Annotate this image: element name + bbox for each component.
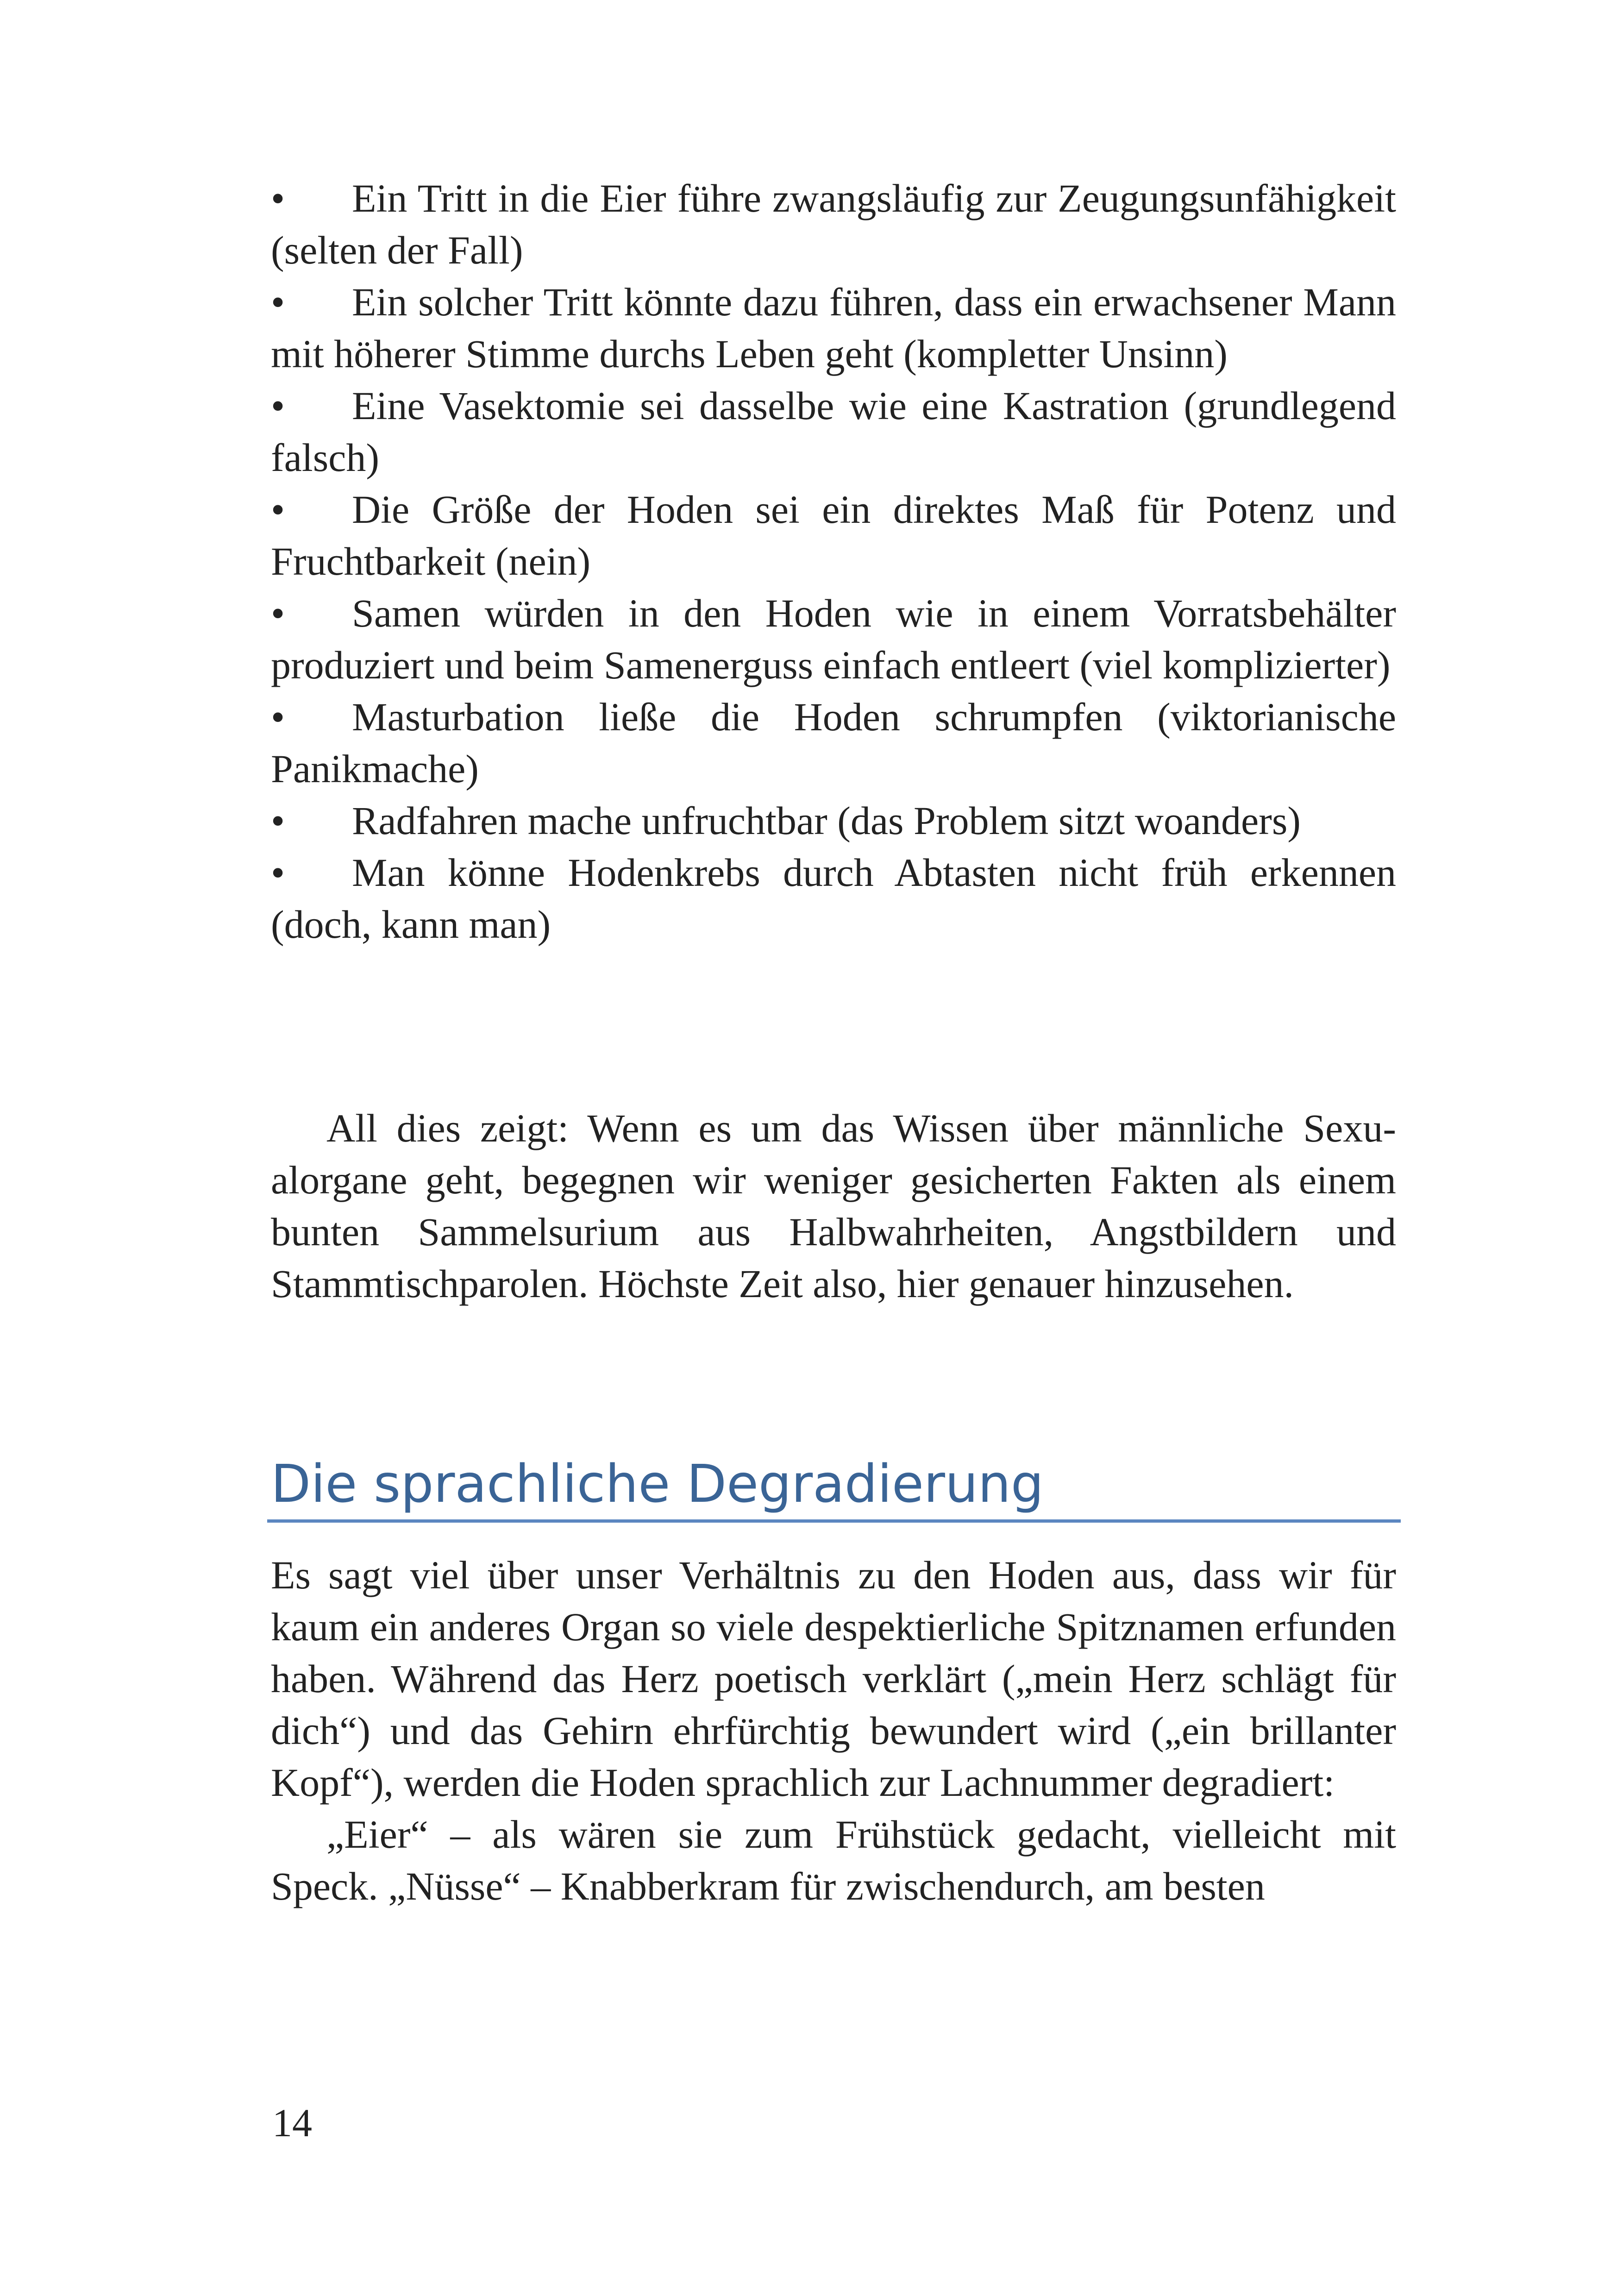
bullet-icon: • [271,487,285,532]
list-item-text: Ein Tritt in die Eier führe zwangsläufig zur Zeugungsunfähigkeit (selten der Fall) [271,176,1396,272]
bullet-icon: • [271,798,285,843]
list-item-text: Man könne Hodenkrebs durch Abtasten nicht früh erkennen (doch, kann man) [271,850,1396,947]
misconception-bullet-list [271,172,1396,950]
body-paragraph: Es sagt viel über unser Verhältnis zu den Hoden aus, dass wir für kaum ein anderes Organ so viele despektierliche Spitznamen erfunden haben. Während das Herz poetisch verklärt („mein Herz schlägt für dich“) und das Gehirn ehrfürchtig bewundert wird („ein brillanter Kopf“), werden die Hoden sprachlich zur Lachnummer degradiert: [271,1553,1396,1805]
bullet-icon: • [271,176,285,220]
bullet-icon: • [271,591,285,635]
section-body [271,1549,1396,1912]
list-item-text: Radfahren mache unfruchtbar (das Problem sitzt woanders) [352,798,1301,843]
summary-section [271,1102,1396,1310]
list-item [271,795,1396,847]
bullet-icon: • [271,850,285,895]
body-paragraph: „Eier“ – als wären sie zum Frühstück gedacht, vielleicht mit Speck. „Nüsse“ – Knabberkram für zwischendurch, am besten [271,1812,1396,1908]
list-item-text: Ein solcher Tritt könnte dazu führen, dass ein erwachsener Mann mit höherer Stimme durchs Leben geht (kompletter Unsinn) [271,280,1396,376]
bullet-icon: • [271,280,285,324]
bullet-icon: • [271,383,285,428]
list-item [271,587,1396,691]
list-item-text: Masturbation ließe die Hoden schrumpfen (viktorianische Panikmache) [271,695,1396,791]
page-number: 14 [272,2101,312,2145]
list-item-text: Die Größe der Hoden sei ein direktes Maß für Potenz und Fruchtbarkeit (nein) [271,487,1396,583]
section-heading-container [267,1452,1401,1523]
list-item [271,276,1396,380]
list-item-text: Eine Vasektomie sei dasselbe wie eine Kastration (grundlegend falsch) [271,383,1396,480]
list-item [271,847,1396,950]
list-item [271,172,1396,276]
list-item [271,380,1396,483]
section-heading: Die sprachliche Degradierung [271,1454,1044,1514]
summary-paragraph: All dies zeigt: Wenn es um das Wissen über männliche Sexualorgane geht, begegnen wir weniger gesicherten Fakten als einem bunten Sammelsurium aus Halbwahrheiten, Angstbildern und Stammtischparolen. Höchste Zeit also, hier genauer hinzusehen. [271,1106,1396,1306]
list-item-text: Samen würden in den Hoden wie in einem Vorratsbehälter produziert und beim Samenerguss einfach entleert (viel komplizierter) [271,591,1396,687]
bullet-icon: • [271,695,285,739]
list-item [271,483,1396,587]
list-item [271,691,1396,795]
